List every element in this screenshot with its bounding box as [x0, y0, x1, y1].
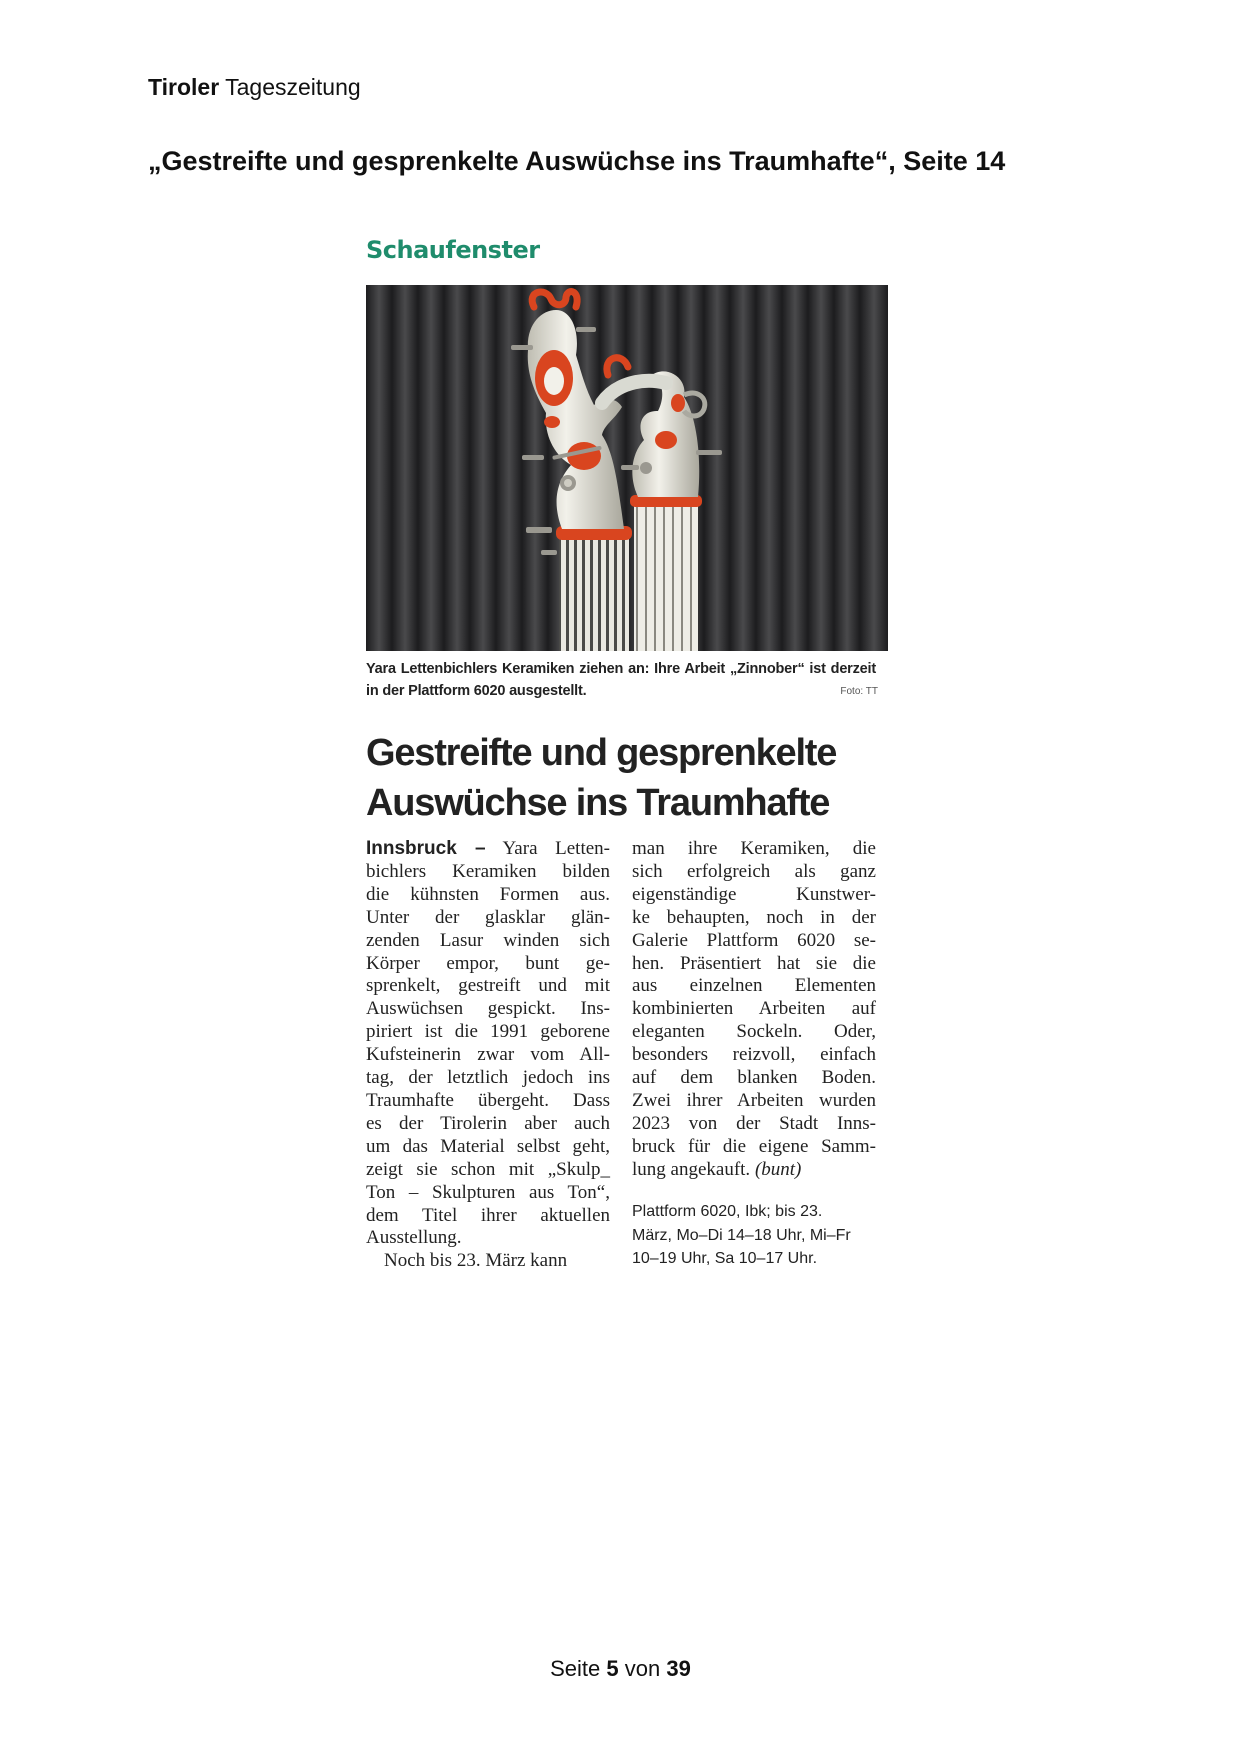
body-line: ke behaupten, noch in der	[632, 906, 876, 928]
body-line: Galerie Plattform 6020 se-	[632, 929, 876, 951]
body-line: die kühnsten Formen aus.	[366, 883, 610, 905]
body-line-text: lung angekauft.	[632, 1158, 751, 1180]
body-line	[632, 1159, 876, 1182]
newspaper-clipping	[366, 236, 890, 1276]
publication-name-rest: Tageszeitung	[225, 74, 361, 100]
body-line: Ton – Skulpturen aus Ton“,	[366, 1181, 610, 1203]
body-line: Unter der glasklar glän-	[366, 906, 610, 928]
body-line: besonders reizvoll, einfach	[632, 1044, 876, 1066]
body-line: Auswüchsen gespickt. Ins-	[366, 998, 610, 1020]
dateline: Innsbruck –	[366, 838, 486, 859]
body-line: zenden Lasur winden sich	[366, 929, 610, 951]
article-column-left	[366, 838, 610, 1273]
body-line: aus einzelnen Elementen	[632, 975, 876, 997]
body-line: 2023 von der Stadt Inns-	[632, 1112, 876, 1134]
body-line	[366, 838, 610, 861]
body-line: man ihre Keramiken, die	[632, 838, 876, 859]
body-line: hen. Präsentiert hat sie die	[632, 952, 876, 974]
footer-page-total: 39	[666, 1656, 691, 1681]
body-line: Körper empor, bunt ge-	[366, 952, 610, 974]
author-signature: (bunt)	[754, 1158, 802, 1180]
body-line: um das Material selbst geht,	[366, 1135, 610, 1157]
photo-credit: Foto: TT	[840, 686, 878, 697]
body-line: kombinierten Arbeiten auf	[632, 998, 876, 1020]
body-line: eigenständige Kunstwer-	[632, 883, 876, 905]
body-line: bruck für die eigene Samm-	[632, 1135, 876, 1157]
photo-caption: Yara Lettenbichlers Keramiken ziehen an: Ihre Arbeit „Zinnober“ ist derzeit in der Plattform 6020 ausgestellt.	[366, 661, 876, 699]
page-footer	[0, 1656, 1241, 1682]
body-line: Zwei ihrer Arbeiten wurden	[632, 1089, 876, 1111]
article-column-right	[632, 838, 876, 1182]
body-line: eleganten Sockeln. Oder,	[632, 1021, 876, 1043]
body-line: Kufsteinerin zwar vom All-	[366, 1044, 610, 1066]
headline-line-1: Gestreifte und gesprenkelte	[366, 732, 837, 774]
body-line: Ausstellung.	[366, 1227, 462, 1249]
article-photo	[366, 285, 888, 651]
info-line: Plattform 6020, Ibk; bis 23.	[632, 1203, 823, 1220]
body-line: tag, der letztlich jedoch ins	[366, 1067, 610, 1089]
body-line: es der Tirolerin aber auch	[366, 1112, 610, 1134]
section-rubric: Schaufenster	[366, 236, 540, 264]
info-line: März, Mo–Di 14–18 Uhr, Mi–Fr	[632, 1226, 851, 1244]
publication-name-bold: Tiroler	[148, 74, 220, 100]
body-line: piriert ist die 1991 geborene	[366, 1021, 610, 1043]
body-line: Noch bis 23. März kann	[384, 1250, 568, 1272]
headline-line-2: Auswüchse ins Traumhafte	[366, 782, 830, 824]
body-line: bichlers Keramiken bilden	[366, 860, 610, 882]
document-title: „Gestreifte und gesprenkelte Auswüchse ins Traumhafte“, Seite 14	[148, 146, 1006, 176]
body-line: Traumhafte übergeht. Dass	[366, 1089, 610, 1111]
publication-name	[148, 74, 361, 101]
footer-middle: von	[624, 1656, 661, 1681]
body-line: auf dem blanken Boden.	[632, 1067, 876, 1089]
body-line: zeigt sie schon mit „Skulp_	[366, 1158, 610, 1180]
info-line: 10–19 Uhr, Sa 10–17 Uhr.	[632, 1250, 818, 1267]
body-line: sich erfolgreich als ganz	[632, 860, 876, 882]
body-line: sprenkelt, gestreift und mit	[366, 975, 610, 997]
exhibition-info	[632, 1200, 882, 1271]
body-line-text: Yara Letten-	[502, 838, 610, 859]
article-headline	[366, 728, 890, 828]
body-line: dem Titel ihrer aktuellen	[366, 1204, 610, 1226]
footer-page-number: 5	[606, 1656, 619, 1681]
footer-prefix: Seite	[550, 1656, 601, 1681]
